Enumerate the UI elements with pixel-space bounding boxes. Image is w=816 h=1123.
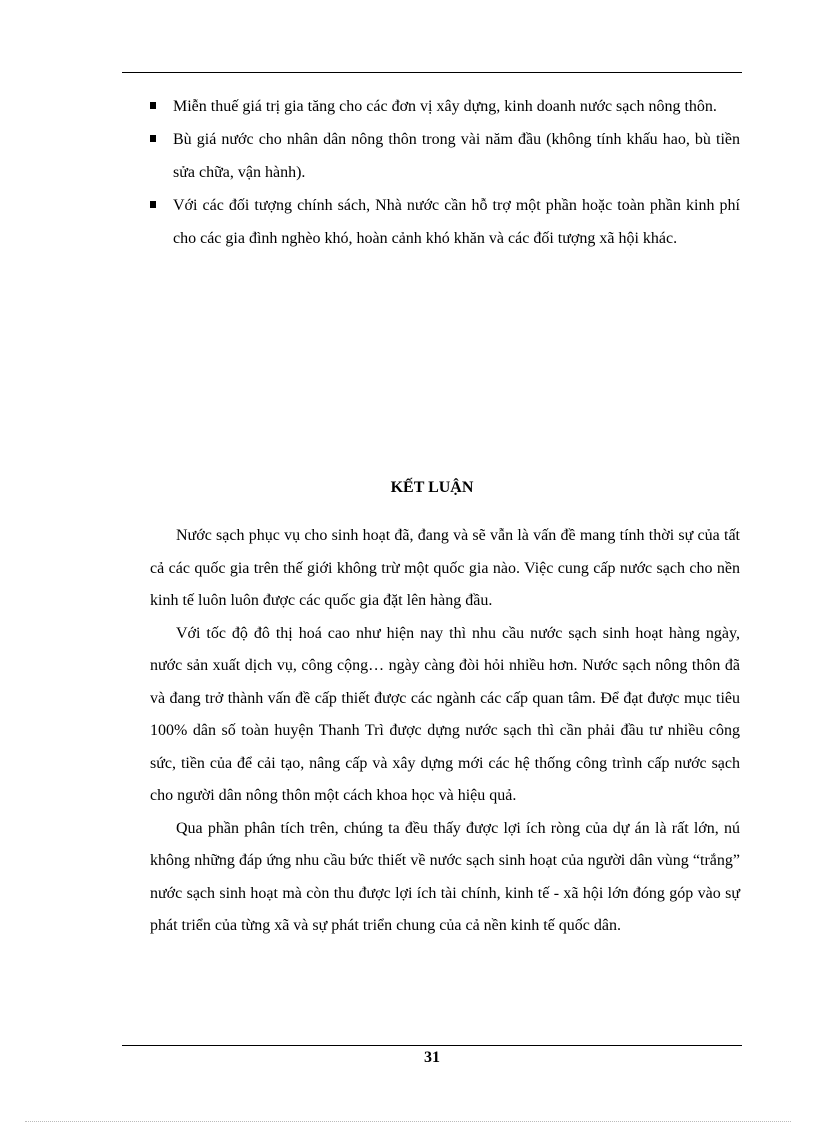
bullet-item <box>150 189 740 255</box>
paragraph: Với tốc độ đô thị hoá cao như hiện nay thì nhu cầu nước sạch sinh hoạt hàng ngày, nước sản xuất dịch vụ, công cộng… ngày càng đòi hỏi nhiều hơn. Nước sạch nông thôn đã và đang trở thành vấn đề cấp thiết được các ngành các cấp quan tâm. Để đạt được mục tiêu 100% dân số toàn huyện Thanh Trì được dựng nước sạch thì cần phải đầu tư nhiều công sức, tiền của để cải tạo, nâng cấp và xây dựng mới các hệ thống công trình cấp nước sạch cho người dân nông thôn một cách khoa học và hiệu quả. <box>150 624 740 804</box>
conclusion-body <box>150 520 740 943</box>
page-edge <box>25 1121 791 1122</box>
square-bullet-icon <box>150 135 156 142</box>
bullet-item <box>150 90 740 123</box>
bullet-list <box>150 90 740 255</box>
paragraph: Nước sạch phục vụ cho sinh hoạt đã, đang và sẽ vẫn là vấn đề mang tính thời sự của tất cả các quốc gia trên thế giới không trừ một quốc gia nào. Việc cung cấp nước sạch cho nền kinh tế luôn luôn được các quốc gia đặt lên hàng đầu. <box>150 527 740 609</box>
footer-rule <box>122 1045 742 1046</box>
paragraph: Qua phần phân tích trên, chúng ta đều thấy được lợi ích ròng của dự án là rất lớn, nú không những đáp ứng nhu cầu bức thiết về nước sạch sinh hoạt của người dân vùng “trắng” nước sạch sinh hoạt mà còn thu được lợi ích tài chính, kinh tế - xã hội lớn đóng góp vào sự phát triển của từng xã và sự phát triển chung của cả nền kinh tế quốc dân. <box>150 819 740 934</box>
bullet-text: Miễn thuế giá trị gia tăng cho các đơn vị xây dựng, kinh doanh nước sạch nông thôn. <box>173 98 717 115</box>
square-bullet-icon <box>150 102 156 109</box>
bullet-text: Với các đối tượng chính sách, Nhà nước cần hỗ trợ một phần hoặc toàn phần kinh phí cho các gia đình nghèo khó, hoàn cảnh khó khăn và các đối tượng xã hội khác. <box>173 197 740 247</box>
section-heading: KẾT LUẬN <box>390 479 474 496</box>
page-number: 31 <box>424 1049 440 1066</box>
header-rule <box>122 72 742 73</box>
bullet-text: Bù giá nước cho nhân dân nông thôn trong vài năm đầu (không tính khấu hao, bù tiền sửa chữa, vận hành). <box>173 131 740 181</box>
bullet-item <box>150 123 740 189</box>
square-bullet-icon <box>150 201 156 208</box>
